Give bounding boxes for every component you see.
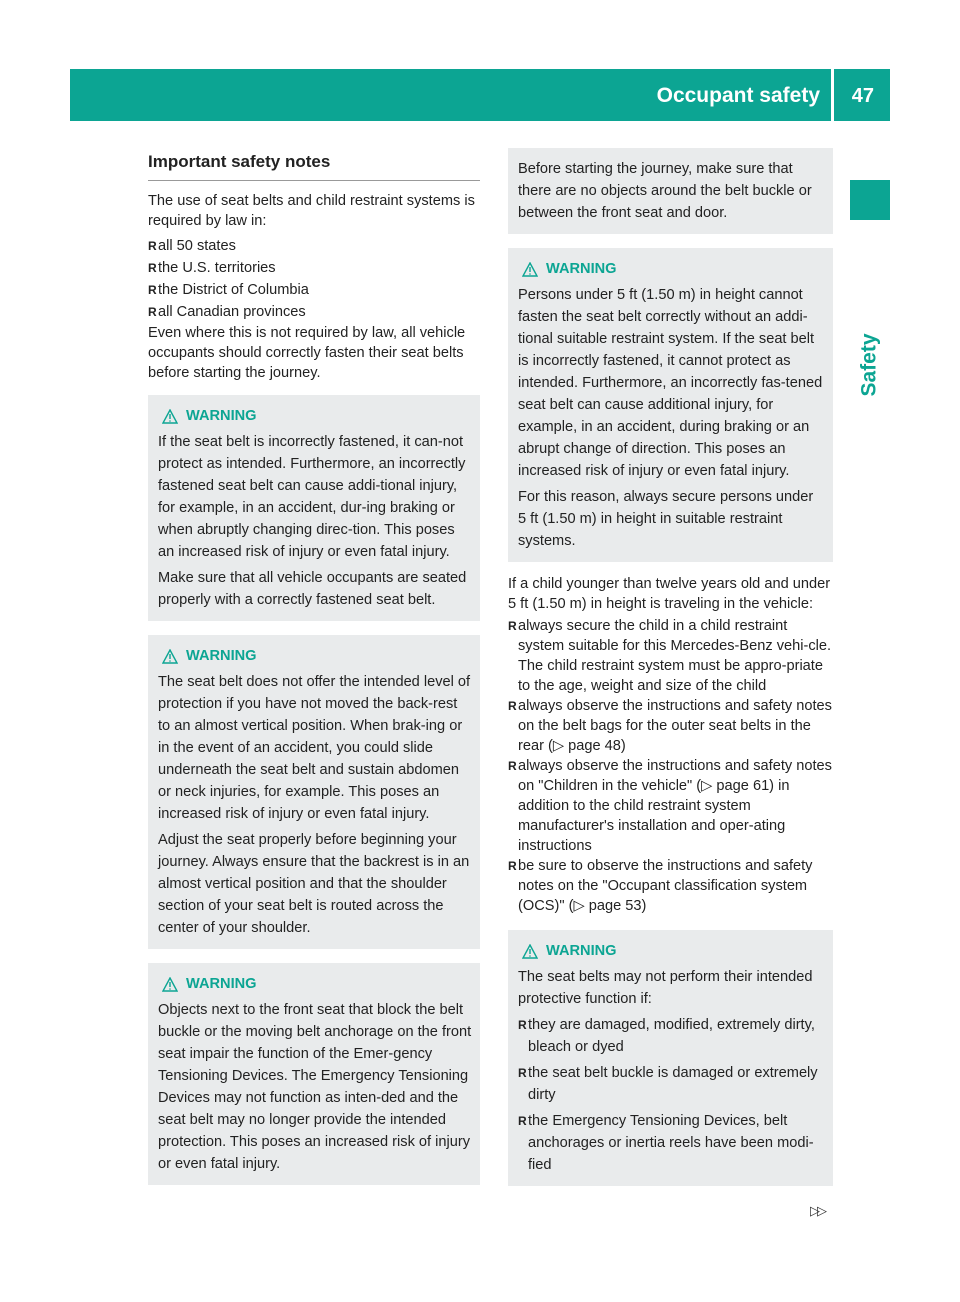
jurisdiction-list [148, 235, 480, 323]
right-column [508, 148, 833, 1186]
header-separator [831, 69, 834, 121]
list-item: R the seat belt buckle is damaged or extremely dirty [518, 1062, 825, 1106]
warning-text: Adjust the seat properly before beginning your journey. Always ensure that the backrest is in an almost vertical position and that the shoulder section of your seat belt is routed across the center of your shoulder. [158, 832, 470, 936]
warning-triangle-icon [162, 977, 178, 992]
warning-triangle-icon [522, 944, 538, 959]
warning-text: Make sure that all vehicle occupants are seated properly with a correctly fastened seat belt. [158, 570, 467, 608]
header-bar [70, 69, 890, 121]
list-item: R be sure to observe the instructions and safety notes on the "Occupant classification system (OCS)" (▷ page 53) [508, 856, 833, 916]
warning-heading: WARNING [158, 645, 472, 667]
warning-heading: WARNING [158, 405, 472, 427]
warning-triangle-icon [522, 262, 538, 277]
warning-box [508, 248, 833, 562]
warning-box [148, 395, 480, 621]
list-item: R all Canadian provinces [148, 301, 480, 323]
child-intro-text: If a child younger than twelve years old and under 5 ft (1.50 m) in height is traveling in the vehicle: [508, 576, 831, 612]
intro-text: The use of seat belts and child restraint systems is required by law in: [148, 193, 475, 229]
section-title: Important safety notes [148, 152, 331, 171]
list-item: R they are damaged, modified, extremely dirty, bleach or dyed [518, 1014, 825, 1058]
warning-heading: WARNING [518, 940, 825, 962]
warning-text: Objects next to the front seat that block the belt buckle or the moving belt anchorage on the front seat impair the function of the Emer-gency Tensioning Devices. The Emergency Tensioning Devices may not function as inten-ded and the seat belt may no longer provide the intended protection. This poses an increased risk of injury or even fatal injury. [158, 1002, 472, 1172]
warning-box [508, 930, 833, 1186]
warning-heading: WARNING [518, 258, 825, 280]
note-box [508, 148, 833, 234]
chapter-title: Occupant safety [656, 84, 820, 107]
list-item: R all 50 states [148, 235, 480, 257]
title-rule [148, 180, 480, 181]
warning-text: The seat belt does not offer the intended level of protection if you have not moved the back-rest to an almost vertical position. When brak-ing or in the event of an accident, you could slide underneath the seat belt and sustain abdomen or neck injuries, for example. This poses an increased risk of injury or even fatal injury. [158, 674, 471, 822]
list-item: R always observe the instructions and safety notes on "Children in the vehicle" (▷ page 61) in addition to the child restraint system manufacturer's installation and oper-ating instructions [508, 756, 833, 856]
list-item: R the U.S. territories [148, 257, 480, 279]
warning-text: For this reason, always secure persons under 5 ft (1.50 m) in height in suitable restraint systems. [518, 489, 814, 549]
warning-box [148, 963, 480, 1185]
warning-text: Persons under 5 ft (1.50 m) in height cannot fasten the seat belt correctly without an addi-tional suitable restraint system. If the seat belt is incorrectly fastened, it cannot protect as intended. Furthermore, an incorrectly fas-tened seat belt can cause additional injury, for example, in an accident, during braking or an abrupt change of direction. This poses an increased risk of injury or even fatal injury. [518, 287, 823, 479]
warning-triangle-icon [162, 409, 178, 424]
warning-text: The seat belts may not perform their intended protective function if: [518, 969, 813, 1007]
page-number: 47 [851, 85, 874, 107]
warning-heading: WARNING [158, 973, 472, 995]
list-item: R the District of Columbia [148, 279, 480, 301]
child-safety-list [508, 616, 833, 916]
warning-list [518, 1014, 825, 1176]
list-item: R the Emergency Tensioning Devices, belt anchorages or inertia reels have been modi-fied [518, 1110, 825, 1176]
left-column [148, 150, 480, 1185]
continued-icon: ▷▷ [810, 1203, 824, 1218]
section-tab-marker [850, 180, 890, 220]
warning-box [148, 635, 480, 949]
note-text: Before starting the journey, make sure that there are no objects around the belt buckle or between the front seat and door. [518, 161, 812, 221]
warning-text: If the seat belt is incorrectly fastened, it can-not protect as intended. Furthermore, an incorrectly fastened seat belt can cause addi-tional injury, for example, in an accident, dur-ing braking or when abruptly changing direc-tion. This poses an increased risk of injury or even fatal injury. [158, 434, 466, 560]
list-item: R always observe the instructions and safety notes on the belt bags for the outer seat belts in the rear (▷ page 48) [508, 696, 833, 756]
list-item: R always secure the child in a child restraint system suitable for this Mercedes-Benz vehi-cle. The child restraint system must be appro-priate to the age, weight and size of the child [508, 616, 833, 696]
section-tab-label: Safety [858, 333, 881, 397]
body-text: Even where this is not required by law, all vehicle occupants should correctly fasten their seat belts before starting the journey. [148, 325, 466, 381]
warning-triangle-icon [162, 649, 178, 664]
